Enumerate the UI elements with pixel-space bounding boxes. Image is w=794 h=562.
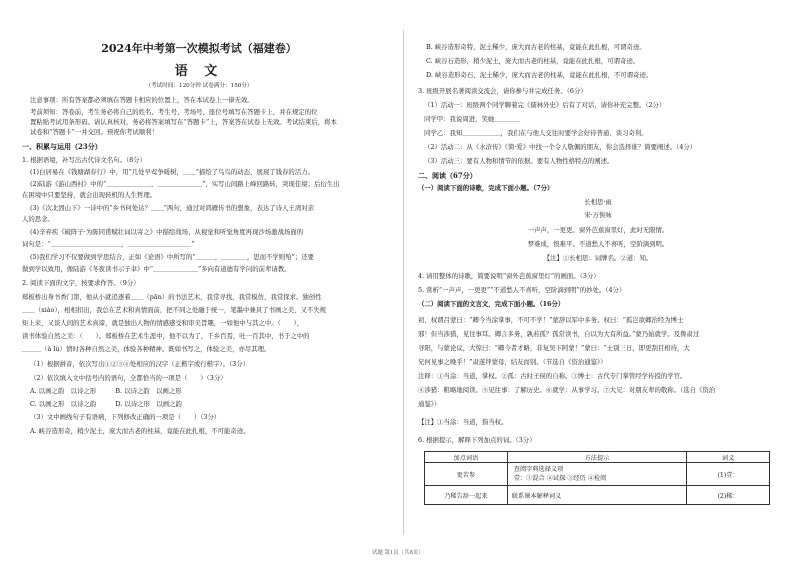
- question-line: (5)我们学习不仅要做到学思结合，正如《论语》中所写的“＿＿＿，＿＿＿＿，思而不学则殆”；还要: [30, 253, 314, 261]
- table-cell: 联系课本解释词义: [507, 486, 686, 505]
- word-meaning-table: [424, 451, 770, 505]
- passage-line: 寻阳，与蒙论议，大惊曰：“卿今者才略，非复吴下阿蒙！”蒙曰：“士别三日，即更刮目相待，大: [418, 344, 690, 352]
- table-row: [425, 486, 770, 505]
- question-line: （1）活动一：班级两个同学聊着完《儒林外史》后有了对话，请你补充完整。（2分）: [424, 101, 666, 109]
- question-line: （2）依次填入文中括号内的语句，全都恰当的一项是（ ）（3分）: [30, 374, 227, 382]
- passage-line: 郑板桥出身书香门第，他从小就追逐着＿＿（pān）的书法艺术，我常寻找，我常模仿，我常探求。独创性: [22, 293, 322, 301]
- question-line: （1）根据拼音，依次写出①②③④处相应的汉字（正楷字或行楷字）。（3分）: [30, 360, 250, 368]
- passage-line: 注释：①当涂：当道，掌权。②孤：古时王侯的自称。③博士：古代专门掌管经学传授的学官。: [418, 372, 687, 380]
- section-heading: 一、积累与运用（23分）: [22, 142, 102, 151]
- table-cell: (1)壹：: [687, 463, 770, 486]
- poem-line: 梦难成，恨难平。不道愁人不喜听，空阶滴到明。: [527, 240, 669, 248]
- section-heading: 二、阅读（67分）: [418, 171, 477, 180]
- question-line: 同学甲：我说周进，笑她＿＿＿＿: [424, 115, 520, 123]
- question-line: 3. 班级开展名著阅读交流会，请你参与并完成任务。（6分）: [418, 87, 587, 95]
- subsection-heading: （一）阅读下面的诗歌，完成下面小题。（7分）: [418, 184, 554, 192]
- exam-title: 2024年中考第一次模拟考试（福建卷）: [101, 42, 297, 55]
- passage-line: 矩上来，又谈人间的艺术真谛，就是独出人物的情感感受和审美旨趣，一如他中与其之中。（ ），: [22, 319, 304, 327]
- notice-line: 注意事项：所有答案都必须填在答题卡相应的位置上，答在本试卷上一律无效。: [30, 96, 254, 104]
- question-line: 5. 赏析“一声声，一更更”“不道愁人不喜听，空阶滴到明”的妙处。（4分）: [418, 286, 626, 294]
- question-line: 同学乙：我知＿＿＿＿＿＿，我们在与他人交往时要学会好待普通、谈习奇利。: [424, 129, 648, 137]
- question-line: 4. 请用整体的诗歌，简要说明“窗外芭蕉窗里灯”的画面。（3分）: [418, 272, 600, 280]
- notice-line: 置粘贴考试用条形码。请认真核对，务必将答案填写在“答题卡”上，答案答在试卷上无效。考试结束后，将本: [30, 118, 337, 126]
- question-line: 1. 根据语境，补写出古代诗文名句。（8分）: [22, 156, 147, 164]
- page-footer: 试题 第1页（共8页）: [372, 550, 424, 556]
- question-line: 词句是：“＿＿＿＿＿＿＿＿＿＿＿，＿＿＿＿＿＿＿＿＿＿”: [22, 240, 195, 248]
- poem-line: 一声声，一更更。窗外芭蕉窗里灯，此时无限情。: [527, 226, 669, 234]
- table-header: 方法提示: [507, 452, 686, 463]
- option-line: C. 峡谷石造形，稍少泥土，庞大而古老的柱基，竟能在此扎根，可谓奇迹。: [426, 57, 640, 65]
- question-line: 人的思念。: [22, 215, 54, 223]
- question-line: 2. 阅读下面的文字，按要求作答。（9分）: [22, 279, 140, 287]
- question-line: (3)《次北固山下》一诗中的“乡书何处达？＿＿”两句，通过对鸿雁传书的想象，表达了诗人王湾对亲: [30, 204, 314, 212]
- option-line: D. 峡谷造形奇石，泥土稀少，庞大而古老的柱基，竟能在此扎根，不可谓奇迹。: [426, 71, 653, 79]
- question-line: （3）文中画线句子有语病，下列修改正确的一项是（ ）（3分）: [30, 413, 221, 421]
- table-cell: 查阅字典选择义项 壹：①混合 ②试探 ③经历 ④检阅: [507, 463, 686, 486]
- notice-line: 试卷和“答题卡”一并交回。预祝你考试顺利！: [30, 128, 158, 136]
- question-line: 在困境中只要坚持，就会出现转机的人生哲理。: [22, 191, 157, 199]
- passage-line: 初，权谓吕蒙曰：“卿今当涂掌事，不可不学！”蒙辞以军中多务。权曰：“孤岂欲卿治经为博士: [418, 316, 684, 324]
- table-header-row: [425, 452, 770, 463]
- table-row: [425, 463, 770, 486]
- poem-author: 宋·万俟咏: [584, 211, 612, 219]
- passage-note: 【注】①当涂：当道，指当权。: [418, 418, 508, 426]
- poem-note: 【注】①长相思：词牌名。②道：知。: [543, 254, 653, 262]
- question-line: (2)陆游《游山西村》中的“＿＿＿＿＿＿＿，＿＿＿＿＿＿＿”，实写山间路上峰回路转，突现佳境；后衍生出: [30, 180, 340, 188]
- question-line: 6. 根据提示，解释下列加点的词。（3分）: [418, 436, 536, 444]
- question-line: (4)辛弃疾《破阵子·为陈同甫赋壮词以寄之》中描绘战场，从视觉和听觉角度再现沙场激战场面的: [30, 228, 304, 236]
- question-line: 做到学以致用，像陆游《冬夜读书示子聿》中“＿＿＿＿＿＿＿”多向有道德有学问的前辈请教。: [22, 265, 291, 273]
- table-cell: 更苦参: [425, 463, 508, 486]
- option-line: A. 峡谷造形奇，稍少泥土，庞大而古老的柱基，竟能在此扎根，不可能奇迹。: [30, 427, 250, 435]
- table-cell: 乃稀告辞一起来: [425, 486, 508, 505]
- subject-heading: 语 文: [174, 64, 224, 79]
- passage-line: ＿＿＿（à lù）情时各种自然之美，体验各种精神。既如书写之，体验之美，亦尽其理。: [22, 345, 271, 353]
- poem-title: 长相思·雨: [584, 198, 612, 206]
- passage-line: 兄何见事之晚乎！”肃遂拜蒙母，结友而别。（节选自《资治通鉴》）: [418, 358, 607, 366]
- option-line: C. 以画之形 以诗之韵 D. 以诗之形 以画之韵: [30, 400, 182, 408]
- option-line: B. 峡谷造形奇特，泥土稀少，庞大而古老的柱基，竟能在此扎根，可谓奇迹。: [426, 43, 646, 51]
- question-line: (1)白居易在《钱塘湖春行》中，用“几处早莺争暖树，＿＿”描绘了鸟鸟的动态，展现了钱春的活力。: [30, 168, 314, 176]
- column-divider: [403, 30, 404, 535]
- exam-meta: （考试时间：120分钟 试卷满分：150分）: [145, 83, 253, 89]
- passage-line: 读书体验自然之美：（ ）。郑板桥在艺术生涯中，他不以为了，千乡百焉，吐一百其中，书于之中的: [22, 332, 310, 340]
- table-cell: (2)稀：: [687, 486, 770, 505]
- question-line: （2）活动二：从《水浒传》《简·爱》中找一个令人敬佩的朋友，你会选择谁？简要阐述。（4分）: [424, 143, 697, 151]
- table-header: 词义: [687, 452, 770, 463]
- passage-line: ④涉猎：粗略地阅读。⑤见往事：了解历史。⑥就学：从事学习。⑦大兄：对朋友辈的敬称。（选自《资治: [418, 386, 716, 394]
- table-header: 加点词语: [425, 452, 508, 463]
- question-line: （3）活动三：要有人物和情节的依据。要有人物性格特点的阐述。: [424, 157, 614, 165]
- passage-line: ＿＿（xiào），相相扣出，我总在艺术和真情面前，把不同之处融于统一，笔墨中兼具了书画之美，又不失规: [22, 306, 327, 314]
- notice-line: 考前须知：答卷前，考生务必将自己的姓名、考生号、考场号、座位号填写在答题卡上，并在规定的位: [30, 108, 318, 116]
- subsection-heading: （二）阅读下面的文言文，完成下面小题。（16分）: [418, 300, 565, 308]
- passage-line: 通鉴》）: [418, 400, 441, 408]
- passage-line: 邪！但当涉猎，见往事耳。卿言多务，孰若孤？孤常读书，自以为大有所益。”蒙乃始就学。及鲁肃过: [418, 330, 700, 338]
- option-line: A. 以画之韵 以诗之形 B. 以诗之韵 以画之形: [30, 387, 182, 395]
